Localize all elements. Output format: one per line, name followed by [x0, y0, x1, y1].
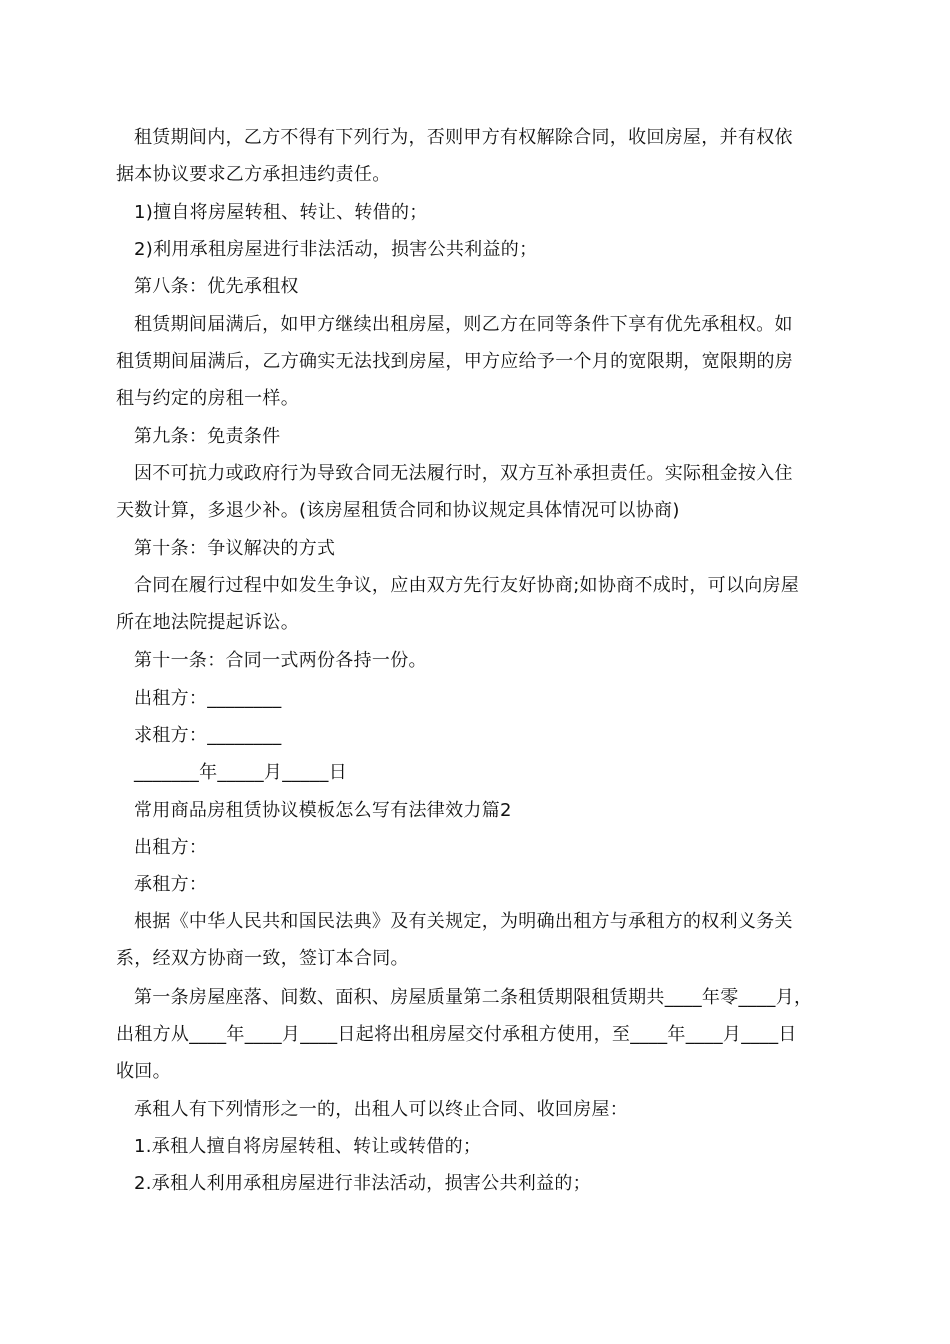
text-line: 租赁期间内，乙方不得有下列行为，否则甲方有权解除合同，收回房屋，并有权依	[134, 127, 793, 148]
text-line: 出租方：________	[134, 688, 282, 709]
section-title-part-2	[116, 792, 836, 829]
text-line: 天数计算，多退少补。(该房屋租赁合同和协议规定具体情况可以协商)	[116, 500, 680, 521]
text-line: 租与约定的房租一样。	[116, 388, 299, 409]
text-line: _______年_____月_____日	[134, 762, 347, 783]
date-line	[116, 754, 836, 791]
text-line: 系，经双方协商一致，签订本合同。	[116, 948, 409, 969]
text-line: 收回。	[116, 1061, 171, 1082]
text-line: 1)擅自将房屋转租、转让、转借的；	[134, 202, 428, 223]
text-line: 第九条：免责条件	[134, 426, 281, 447]
text-line: 第十一条：合同一式两份各持一份。	[134, 650, 427, 671]
text-line: 承租方：	[134, 874, 208, 895]
text-line: 2.承租人利用承租房屋进行非法活动，损害公共利益的；	[134, 1173, 591, 1194]
text-line: 第八条：优先承租权	[134, 276, 299, 297]
list-item-illegal-use	[116, 231, 836, 268]
text-line: 合同在履行过程中如发生争议，应由双方先行友好协商;如协商不成时，可以向房屋	[134, 575, 800, 596]
lessee-field	[116, 866, 836, 903]
termination-clause	[116, 1091, 836, 1128]
lessee-signature-line	[116, 717, 836, 754]
list-item-sublet	[116, 194, 836, 231]
text-line: 根据《中华人民共和国民法典》及有关规定，为明确出租方与承租方的权利义务关	[134, 911, 793, 932]
termination-item-2	[116, 1165, 836, 1202]
article-10-heading	[116, 530, 836, 567]
text-line: 第一条房屋座落、间数、面积、房屋质量第二条租赁期限租赁期共____年零____月，	[134, 987, 813, 1008]
article-1-2	[116, 979, 836, 1090]
article-10-body	[116, 567, 836, 641]
text-line: 求租方：________	[134, 725, 282, 746]
text-line: 据本协议要求乙方承担违约责任。	[116, 164, 391, 185]
termination-item-1	[116, 1128, 836, 1165]
text-line: 第十条：争议解决的方式	[134, 538, 336, 559]
text-line: 出租方：	[134, 837, 208, 858]
text-line: 常用商品房租赁协议模板怎么写有法律效力篇2	[134, 800, 512, 821]
article-8-heading	[116, 268, 836, 305]
preamble	[116, 903, 836, 977]
text-line: 所在地法院提起诉讼。	[116, 612, 299, 633]
article-11	[116, 642, 836, 679]
article-9-body	[116, 455, 836, 529]
article-8-body	[116, 306, 836, 417]
text-line: 出租方从____年____月____日起将出租房屋交付承租方使用，至____年____月____日	[116, 1024, 797, 1045]
text-line: 租赁期间届满后，乙方确实无法找到房屋，甲方应给予一个月的宽限期，宽限期的房	[116, 351, 794, 372]
lessor-field	[116, 829, 836, 866]
text-line: 因不可抗力或政府行为导致合同无法履行时，双方互补承担责任。实际租金按入住	[134, 463, 793, 484]
text-line: 租赁期间届满后，如甲方继续出租房屋，则乙方在同等条件下享有优先承租权。如	[134, 314, 793, 335]
lessor-signature-line	[116, 680, 836, 717]
clause-prohibited-acts	[116, 119, 836, 193]
article-9-heading	[116, 418, 836, 455]
text-line: 1.承租人擅自将房屋转租、转让或转借的；	[134, 1136, 482, 1157]
text-line: 承租人有下列情形之一的，出租人可以终止合同、收回房屋：	[134, 1099, 629, 1120]
text-line: 2)利用承租房屋进行非法活动，损害公共利益的；	[134, 239, 538, 260]
